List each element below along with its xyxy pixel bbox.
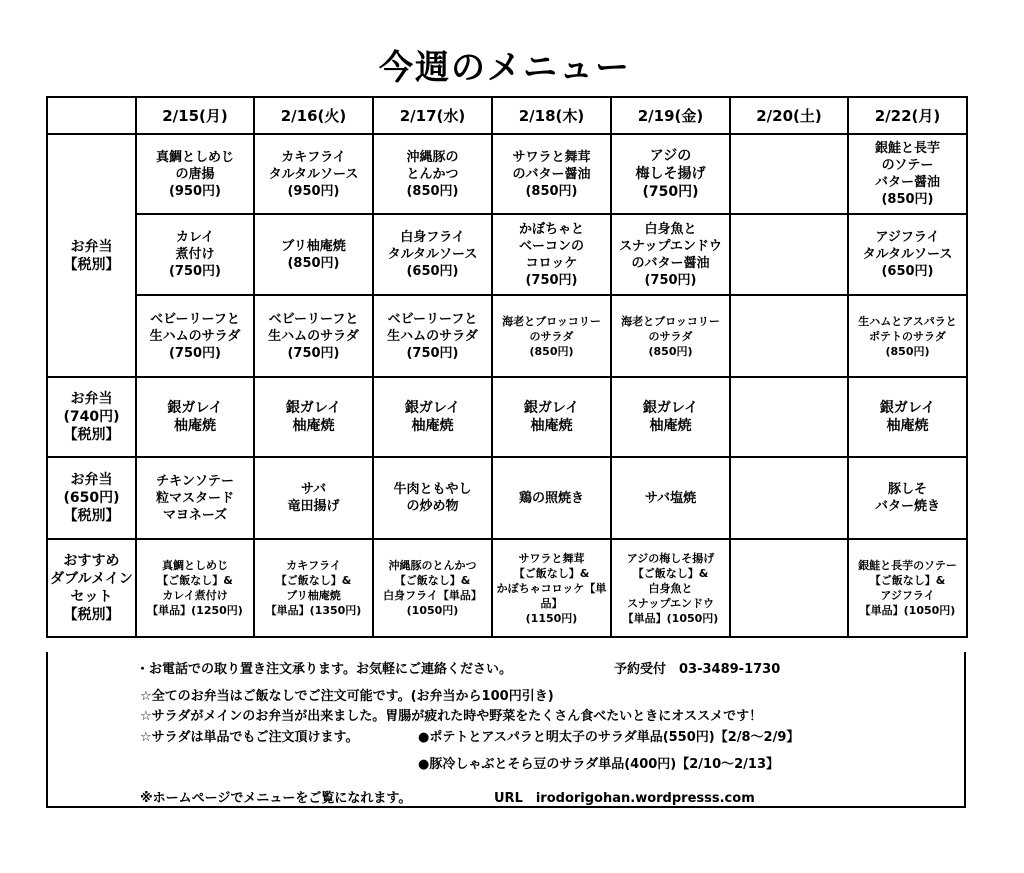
menu-cell: サワラと舞茸 のバター醤油 (850円) xyxy=(492,134,611,214)
bento-740-row xyxy=(47,377,967,457)
salad-main-note: ☆サラダがメインのお弁当が出来ました。胃腸が疲れた時や野菜をたくさん食べたいときにオススメです！ xyxy=(140,709,763,724)
page-title: 今週のメニュー xyxy=(379,48,631,88)
menu-cell: 銀ガレイ 柚庵焼 xyxy=(492,377,611,457)
menu-cell: 鶏の照焼き xyxy=(492,457,611,539)
menu-table xyxy=(46,96,968,638)
salad-single-note: ☆サラダは単品でもご注文頂けます。 xyxy=(140,730,359,745)
salad-item-1: ●ポテトとアスパラと明太子のサラダ単品(550円)【2/8～2/9】 xyxy=(418,730,800,745)
double-main-row xyxy=(47,539,967,637)
menu-cell: アジの梅しそ揚げ 【ご飯なし】& 白身魚と スナップエンドウ 【単品】(1050円) xyxy=(611,539,730,637)
menu-cell: かぼちゃと ベーコンの コロッケ (750円) xyxy=(492,214,611,295)
menu-cell: 沖縄豚の とんかつ (850円) xyxy=(373,134,492,214)
date-header: 2/20(土) xyxy=(730,97,848,134)
row-label-bento-650: お弁当 (650円) 【税別】 xyxy=(47,457,136,539)
date-header: 2/19(金) xyxy=(611,97,730,134)
menu-cell: 銀鮭と長芋 のソテー バター醤油 (850円) xyxy=(848,134,967,214)
menu-cell: 銀ガレイ 柚庵焼 xyxy=(373,377,492,457)
menu-cell: サバ 竜田揚げ xyxy=(254,457,373,539)
menu-cell: 銀ガレイ 柚庵焼 xyxy=(611,377,730,457)
menu-cell: 海老とブロッコリー のサラダ (850円) xyxy=(492,295,611,377)
salad-item-2: ●豚冷しゃぶとそら豆のサラダ単品(400円)【2/10～2/13】 xyxy=(418,757,780,772)
menu-cell xyxy=(730,295,848,377)
menu-cell: ベビーリーフと 生ハムのサラダ (750円) xyxy=(136,295,254,377)
menu-cell xyxy=(730,377,848,457)
menu-cell: ベビーリーフと 生ハムのサラダ (750円) xyxy=(373,295,492,377)
notes-box xyxy=(46,652,966,808)
menu-cell: カキフライ タルタルソース (950円) xyxy=(254,134,373,214)
menu-cell: 牛肉ともやし の炒め物 xyxy=(373,457,492,539)
header-row xyxy=(47,97,967,134)
menu-cell: 豚しそ バター焼き xyxy=(848,457,967,539)
bento-650-row xyxy=(47,457,967,539)
menu-cell: アジの 梅しそ揚げ (750円) xyxy=(611,134,730,214)
no-rice-note: ☆全てのお弁当はご飯なしでご注文可能です。(お弁当から100円引き) xyxy=(140,689,554,704)
menu-cell: アジフライ タルタルソース (650円) xyxy=(848,214,967,295)
menu-cell: ブリ柚庵焼 (850円) xyxy=(254,214,373,295)
row-label-bento-740: お弁当 (740円) 【税別】 xyxy=(47,377,136,457)
date-header: 2/18(木) xyxy=(492,97,611,134)
row-label-bento: お弁当 【税別】 xyxy=(47,134,136,377)
menu-cell: 銀鮭と長芋のソテー 【ご飯なし】& アジフライ 【単品】(1050円) xyxy=(848,539,967,637)
menu-cell xyxy=(730,457,848,539)
date-header: 2/16(火) xyxy=(254,97,373,134)
bento-row-3 xyxy=(47,295,967,377)
menu-cell: カレイ 煮付け (750円) xyxy=(136,214,254,295)
menu-cell xyxy=(730,214,848,295)
menu-cell xyxy=(730,134,848,214)
menu-cell: 白身フライ タルタルソース (650円) xyxy=(373,214,492,295)
homepage-note: ※ホームページでメニューをご覧になれます。 xyxy=(140,791,412,806)
homepage-url: URL irodorigohan.wordpresss.com xyxy=(494,791,755,806)
reservation-phone: 予約受付 03-3489-1730 xyxy=(614,662,781,677)
menu-cell: 真鯛としめじ の唐揚 (950円) xyxy=(136,134,254,214)
bento-row-1 xyxy=(47,134,967,214)
menu-cell: 銀ガレイ 柚庵焼 xyxy=(848,377,967,457)
menu-cell: チキンソテー 粒マスタード マヨネーズ xyxy=(136,457,254,539)
menu-cell: 海老とブロッコリー のサラダ (850円) xyxy=(611,295,730,377)
date-header: 2/15(月) xyxy=(136,97,254,134)
date-header: 2/22(月) xyxy=(848,97,967,134)
bento-row-2 xyxy=(47,214,967,295)
menu-cell: ベビーリーフと 生ハムのサラダ (750円) xyxy=(254,295,373,377)
menu-cell: 生ハムとアスパラと ポテトのサラダ (850円) xyxy=(848,295,967,377)
phone-order-note: ・お電話での取り置き注文承ります。お気軽にご連絡ください。 xyxy=(136,662,512,677)
menu-cell xyxy=(730,539,848,637)
date-header: 2/17(水) xyxy=(373,97,492,134)
menu-cell: 白身魚と スナップエンドウ のバター醤油 (750円) xyxy=(611,214,730,295)
menu-cell: 沖縄豚のとんかつ 【ご飯なし】& 白身フライ【単品】 (1050円) xyxy=(373,539,492,637)
menu-cell: サバ塩焼 xyxy=(611,457,730,539)
menu-cell: サワラと舞茸 【ご飯なし】& かぼちゃコロッケ【単 品】 (1150円) xyxy=(492,539,611,637)
header-corner xyxy=(47,97,136,134)
menu-cell: 銀ガレイ 柚庵焼 xyxy=(254,377,373,457)
menu-cell: カキフライ 【ご飯なし】& ブリ柚庵焼 【単品】(1350円) xyxy=(254,539,373,637)
menu-cell: 銀ガレイ 柚庵焼 xyxy=(136,377,254,457)
row-label-double-main: おすすめ ダブルメイン セット 【税別】 xyxy=(47,539,136,637)
menu-cell: 真鯛としめじ 【ご飯なし】& カレイ煮付け 【単品】(1250円) xyxy=(136,539,254,637)
